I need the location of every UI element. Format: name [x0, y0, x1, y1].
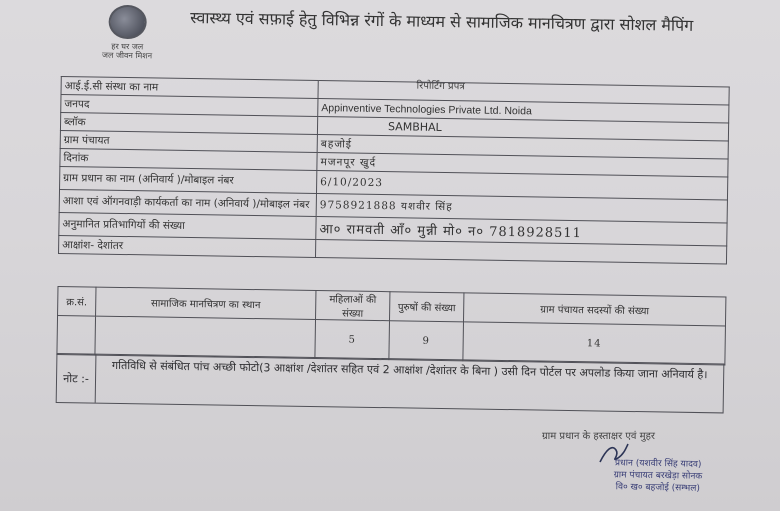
row-value: 9758921888 यशवीर सिंह — [316, 194, 727, 223]
water-drop-icon — [108, 5, 147, 40]
official-stamp — [598, 457, 719, 495]
header-women: महिलाओं की संख्या — [316, 291, 390, 321]
signature-label: ग्राम प्रधान के हस्ताक्षर एवं मुहर — [542, 431, 655, 442]
note-label: नोट :- — [57, 354, 97, 403]
har-ghar-jal-logo — [91, 4, 164, 67]
cell-men: 9 — [389, 321, 464, 361]
header-location: सामाजिक मानचित्रण का स्थान — [96, 287, 316, 319]
row-label: आई.ई.सी संस्था का नाम — [61, 76, 318, 98]
header-serial: क्र.सं. — [58, 286, 96, 316]
cell-serial — [57, 315, 96, 355]
cell-members: 14 — [463, 322, 726, 365]
row-value: आ० रामवती आँ० मुन्नी मो० न० 7818928511 — [316, 217, 727, 246]
row-label: आशा एवं ऑगनवाड़ी कार्यकर्ता का नाम (अनिवार्य )/मोबाइल नंबर — [59, 189, 316, 216]
form-title: स्वास्थ्य एवं सफ़ाई हेतु विभिन्न रंगों के माध्यम से सामाजिक मानचित्रण द्वारा सोशल मैपिंग — [190, 8, 694, 35]
row-value: 6/10/2023 — [316, 171, 727, 200]
row-label: ग्राम प्रधान का नाम (अनिवार्य )/मोबाइल नंबर — [60, 166, 317, 193]
row-label: अनुमानित प्रतिभागियों की संख्या — [59, 212, 316, 239]
reporting-form — [56, 0, 730, 415]
row-value: Appinventive Technologies Private Ltd. Noida — [318, 99, 729, 123]
stamp-line-3: वि० ख० बहजोई (सम्भल) — [615, 482, 700, 494]
row-label: जनपद — [61, 94, 318, 116]
row-label: ग्राम पंचायत — [60, 130, 317, 152]
participants-table — [56, 286, 726, 365]
details-table — [58, 76, 730, 264]
row-value: मजनपूर खुर्द — [317, 153, 728, 177]
header-men: पुरुषों की संख्या — [390, 292, 464, 322]
row-label: ब्लॉक — [60, 112, 317, 134]
note-text: गतिविधि से संबंधित पांच अच्छी फोटो(3 आक्षांश /देशांतर सहित एवं 2 आक्षांश /देशांतर के बिना ) उसी दिन पोर्टल पर अपलोड किया जाना अनिवार्य है। — [111, 358, 708, 382]
stamp-line-2: ग्राम पंचायत बरखेड़ा सोनक — [613, 470, 703, 482]
header-members: ग्राम पंचायत सदस्यों की संख्या — [463, 293, 725, 326]
logo-text: हर घर जल जल जीवन मिशन — [102, 41, 153, 61]
row-value: SAMBHAL — [317, 117, 728, 141]
row-label: आक्षांश- देशांतर — [59, 235, 316, 257]
form-subtitle: रिपोर्टिंग प्रपत्र — [416, 80, 465, 93]
cell-location — [95, 316, 316, 358]
note-box — [56, 353, 725, 413]
row-label: दिनांक — [60, 148, 317, 170]
row-value: बहजोई — [317, 135, 728, 159]
stamp-line-1: प्रधान (यशवीर सिंह यादव) — [614, 458, 702, 470]
cell-women: 5 — [315, 320, 390, 360]
